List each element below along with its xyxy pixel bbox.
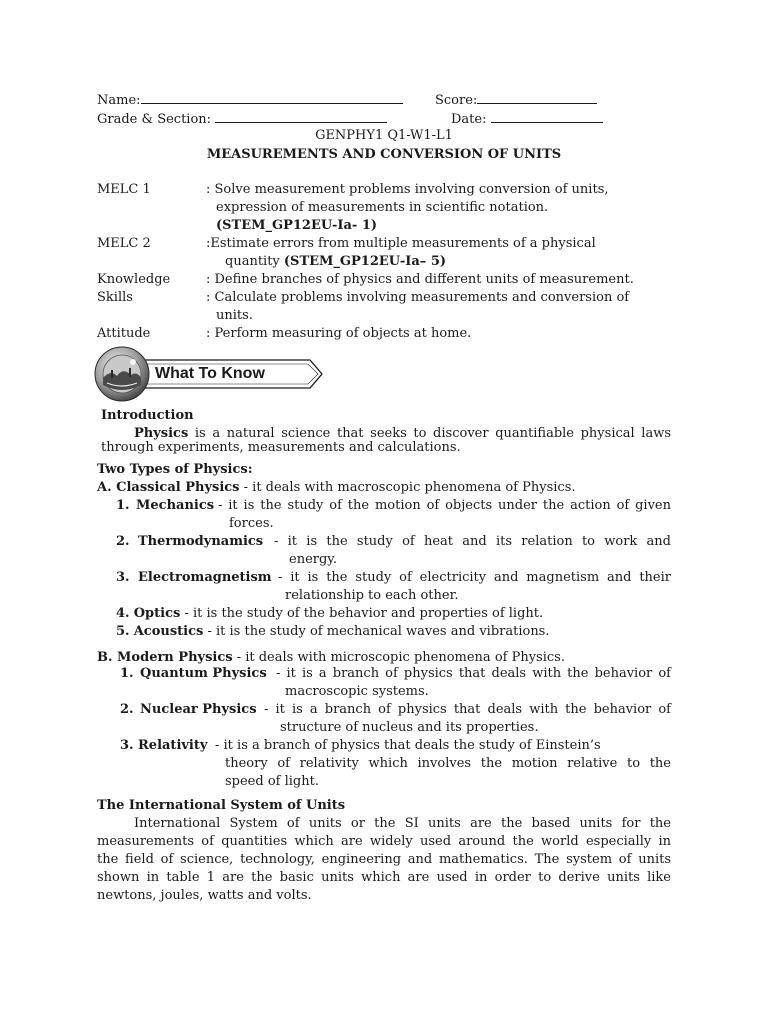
objective-text: units. xyxy=(216,308,253,323)
list-item-text: theory of relativity which involves the motion relative to the xyxy=(225,756,671,771)
lesson-code: GENPHY1 Q1-W1-L1 xyxy=(315,128,453,143)
intro-line: through experiments, measurements and calculations. xyxy=(101,440,461,455)
si-paragraph-line: measurements of quantities which are widely used around the world especially in xyxy=(97,834,671,849)
objective-code: (STEM_GP12EU-Ia- 1) xyxy=(216,218,378,233)
grade-section-label: Grade & Section: xyxy=(97,112,212,127)
objective-label-melc1: MELC 1 xyxy=(97,182,151,197)
score-blank[interactable] xyxy=(477,90,597,104)
si-paragraph-line: shown in table 1 are the basic units which are used in order to derive units like xyxy=(97,870,671,885)
intro-heading: Introduction xyxy=(101,408,194,423)
list-item-text: structure of nucleus and its properties. xyxy=(280,720,539,735)
what-to-know-banner xyxy=(93,345,325,403)
objective-label-skills: Skills xyxy=(97,290,133,305)
objective-text: : Define branches of physics and different units of measurement. xyxy=(206,272,634,287)
grade-section-blank[interactable] xyxy=(215,109,387,123)
list-item-term: Quantum Physics xyxy=(140,666,267,681)
list-item-number: 2. xyxy=(116,534,130,549)
objective-label-attitude: Attitude xyxy=(97,326,151,341)
banner-label: What To Know xyxy=(155,365,265,382)
list-item-text: macroscopic systems. xyxy=(285,684,429,699)
list-item-term: Relativity xyxy=(138,738,208,753)
types-heading: Two Types of Physics: xyxy=(97,462,253,477)
objective-text: : Perform measuring of objects at home. xyxy=(206,326,472,341)
list-item-number: 3. xyxy=(116,570,130,585)
objective-text: : Calculate problems involving measurements and conversion of xyxy=(206,290,630,305)
classical-heading: A. Classical Physics - it deals with macroscopic phenomena of Physics. xyxy=(97,480,576,495)
si-paragraph-line: the field of science, technology, engineering and mathematics. The system of units xyxy=(97,852,671,867)
list-item-text: - it is a branch of physics that deals the study of Einstein’s xyxy=(215,738,601,753)
list-item-number: 3. xyxy=(120,738,134,753)
objective-label-knowledge: Knowledge xyxy=(97,272,171,287)
si-heading: The International System of Units xyxy=(97,798,346,813)
name-label: Name: xyxy=(97,93,141,108)
list-item-text: - it is the study of heat and its relation to work and xyxy=(274,534,671,549)
landscape-badge-icon xyxy=(95,347,149,401)
intro-term: Physics xyxy=(134,426,189,441)
list-item-term: Electromagnetism xyxy=(138,570,272,585)
grade-section-field[interactable] xyxy=(97,109,387,129)
modern-heading: B. Modern Physics - it deals with microscopic phenomena of Physics. xyxy=(97,650,565,665)
objective-text-line xyxy=(225,253,446,271)
objective-text: quantity xyxy=(225,254,284,269)
page-title: MEASUREMENTS AND CONVERSION OF UNITS xyxy=(206,147,562,162)
list-item-term: Mechanics xyxy=(136,498,215,513)
list-item-text: - it is a branch of physics that deals with the behavior of xyxy=(276,666,671,681)
list-item: 5. Acoustics - it is the study of mechanical waves and vibrations. xyxy=(116,624,550,639)
objective-text: expression of measurements in scientific notation. xyxy=(216,200,549,215)
list-item-term: Thermodynamics xyxy=(138,534,264,549)
date-label: Date: xyxy=(451,112,487,127)
date-blank[interactable] xyxy=(491,109,603,123)
list-item-number: 2. xyxy=(120,702,134,717)
score-label: Score: xyxy=(435,93,478,108)
date-field[interactable] xyxy=(451,109,603,129)
objective-text: : Solve measurement problems involving conversion of units, xyxy=(206,182,609,197)
objective-code: (STEM_GP12EU-Ia– 5) xyxy=(283,254,447,269)
list-item: 4. Optics - it is the study of the behavior and properties of light. xyxy=(116,606,544,621)
list-item-text: speed of light. xyxy=(225,774,319,789)
list-item-text: relationship to each other. xyxy=(285,588,459,603)
intro-line: Physics is a natural science that seeks to discover quantifiable physical laws xyxy=(134,426,671,441)
list-item-text: - it is a branch of physics that deals with the behavior of xyxy=(264,702,671,717)
list-item-text: energy. xyxy=(289,552,338,567)
objective-label-melc2: MELC 2 xyxy=(97,236,151,251)
list-item-text: - it is the study of electricity and magnetism and their xyxy=(278,570,671,585)
list-item-number: 1. xyxy=(116,498,130,513)
si-paragraph-line: International System of units or the SI units are the based units for the xyxy=(134,816,671,831)
objective-text: :Estimate errors from multiple measurements of a physical xyxy=(206,236,596,251)
list-item-text: forces. xyxy=(229,516,274,531)
name-blank[interactable] xyxy=(141,90,403,104)
name-field[interactable] xyxy=(97,90,403,110)
list-item-number: 1. xyxy=(120,666,134,681)
list-item-term: Nuclear Physics xyxy=(140,702,257,717)
si-paragraph-line: newtons, joules, watts and volts. xyxy=(97,888,312,903)
score-field[interactable] xyxy=(435,90,597,110)
list-item-text: - it is the study of the motion of objects under the action of given xyxy=(218,498,671,513)
